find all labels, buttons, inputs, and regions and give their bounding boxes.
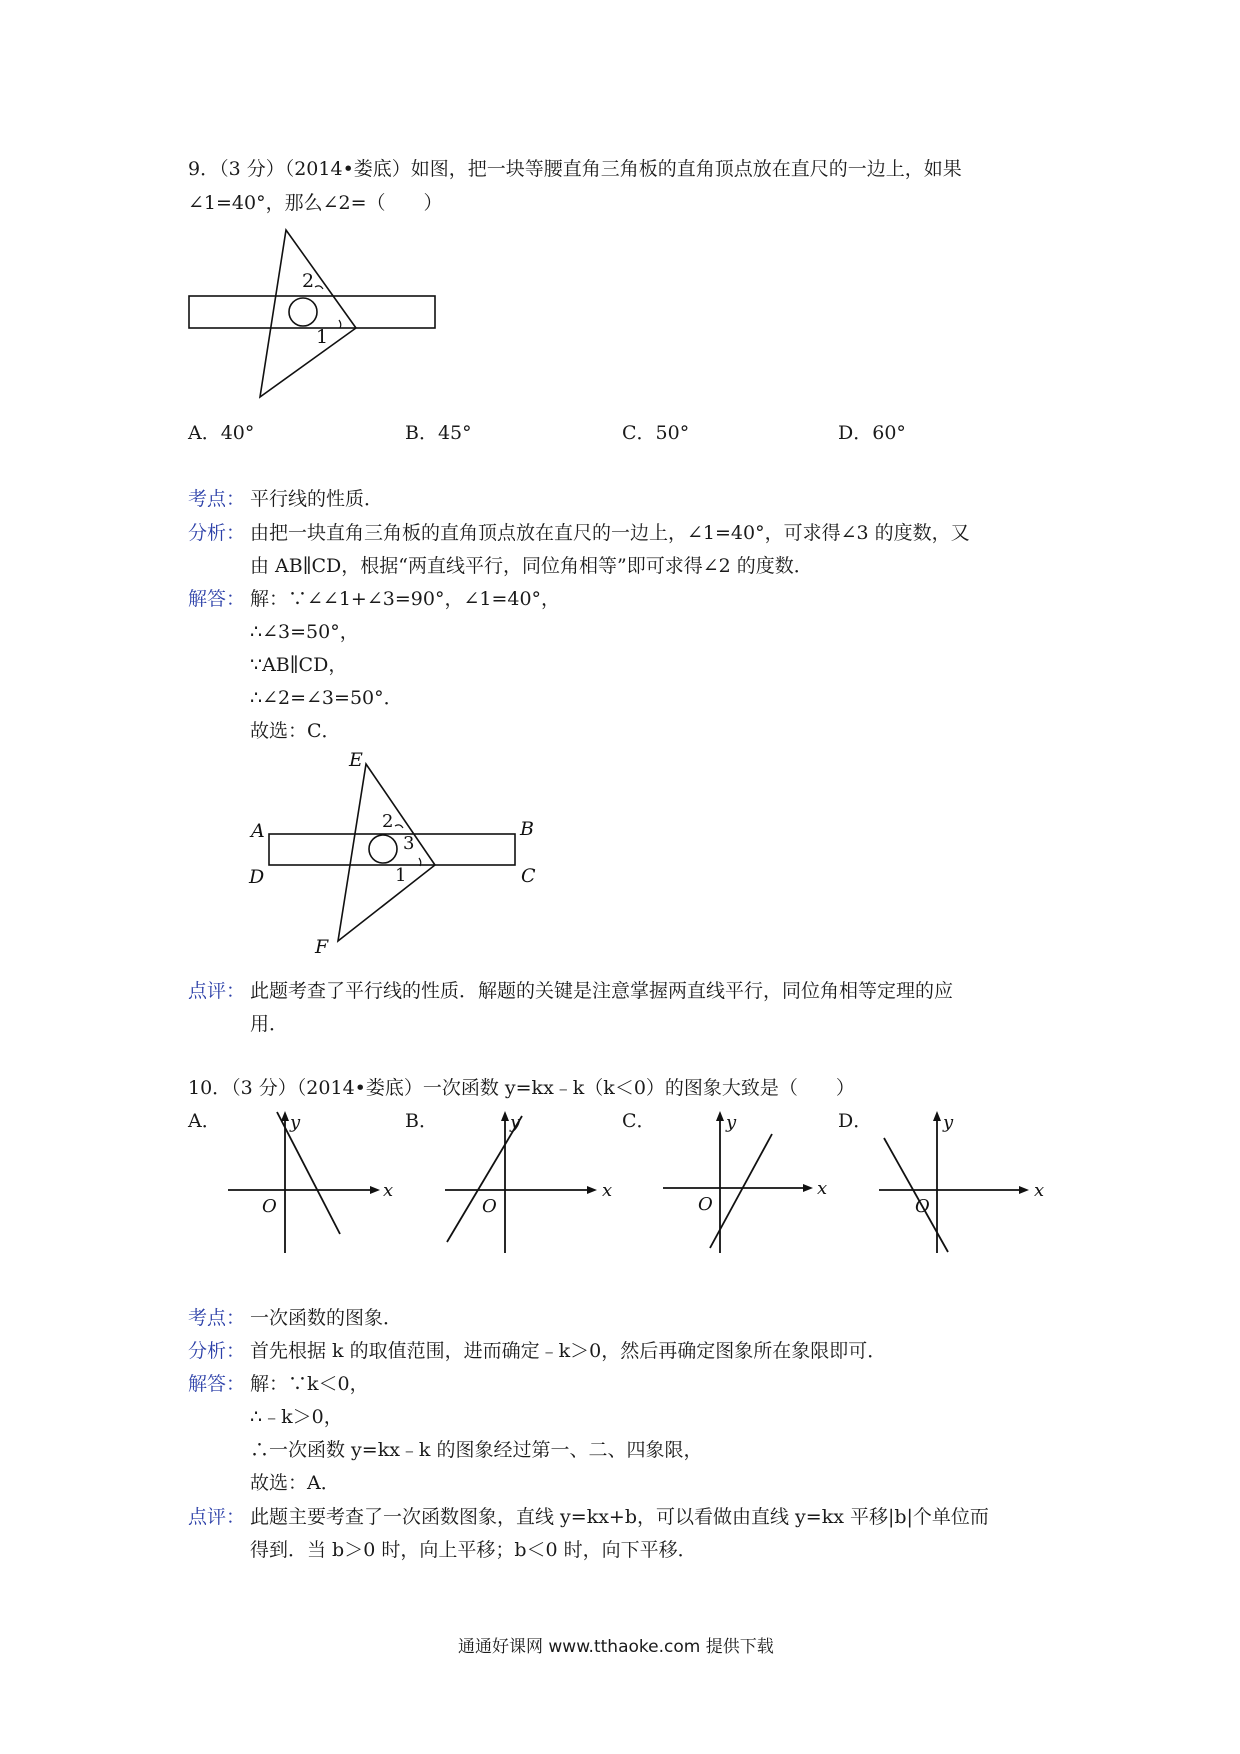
origin-label: O bbox=[698, 1194, 713, 1215]
point-a-label: A bbox=[251, 820, 265, 842]
angle-3-label-fig2: 3 bbox=[403, 833, 415, 854]
x-axis-label: x bbox=[1034, 1180, 1045, 1201]
graph-a-line bbox=[277, 1112, 340, 1234]
graph-b-line bbox=[447, 1116, 522, 1242]
q10-fenxi: 首先根据 k 的取值范围，进而确定﹣k＞0，然后再确定图象所在象限即可． bbox=[250, 1340, 887, 1362]
angle-2-label-fig2: 2 bbox=[382, 811, 394, 832]
angle-1-label-fig2: 1 bbox=[395, 865, 407, 886]
q9-fenxi-line2: 由 AB∥CD，根据“两直线平行，同位角相等”即可求得∠2 的度数． bbox=[250, 555, 813, 577]
q9-dianping-label: 点评： bbox=[188, 980, 246, 1002]
q10-option-a[interactable]: A． bbox=[188, 1110, 221, 1132]
q10-jieda-line2: ∴﹣k＞0， bbox=[250, 1406, 343, 1428]
q9-option-c[interactable]: C．50° bbox=[622, 422, 690, 444]
q10-dianping-line1: 此题主要考查了一次函数图象，直线 y=kx+b，可以看做由直线 y=kx 平移|b|个单位而 bbox=[250, 1506, 989, 1528]
q10-stem: 10．（3 分）（2014•娄底）一次函数 y=kx﹣k（k＜0）的图象大致是（ ） bbox=[188, 1077, 855, 1099]
y-axis-label: y bbox=[726, 1112, 737, 1133]
origin-label: O bbox=[915, 1196, 930, 1217]
q9-stem-line2: ∠1=40°，那么∠2=（ ） bbox=[188, 192, 443, 214]
page-footer: 通通好课网 www.tthaoke.com 提供下载 bbox=[458, 1637, 774, 1657]
q9-fenxi-label: 分析： bbox=[188, 522, 246, 544]
q9-kaodian: 平行线的性质． bbox=[250, 488, 384, 510]
origin-label: O bbox=[482, 1196, 497, 1217]
q10-option-b[interactable]: B． bbox=[405, 1110, 438, 1132]
q10-graph-b bbox=[442, 1108, 622, 1258]
graph-d-line bbox=[884, 1138, 948, 1252]
q10-graph-d bbox=[876, 1108, 1056, 1258]
q9-kaodian-label: 考点： bbox=[188, 488, 246, 510]
plate-hole bbox=[289, 298, 317, 326]
q10-option-d[interactable]: D． bbox=[838, 1110, 873, 1132]
q10-jieda-line1: 解：∵k＜0， bbox=[250, 1373, 369, 1395]
q10-jieda-line3: ∴一次函数 y=kx﹣k 的图象经过第一、二、四象限， bbox=[250, 1439, 703, 1461]
x-axis-label: x bbox=[602, 1180, 613, 1201]
x-axis-label: x bbox=[383, 1180, 394, 1201]
q9-dianping-line2: 用． bbox=[250, 1013, 289, 1035]
q9-jieda-line1: 解：∵∠∠1+∠3=90°，∠1=40°， bbox=[250, 588, 561, 610]
origin-label: O bbox=[262, 1196, 277, 1217]
plate-hole-2 bbox=[369, 835, 397, 863]
q9-option-a[interactable]: A．40° bbox=[188, 422, 255, 444]
x-axis-label: x bbox=[817, 1178, 828, 1199]
q10-dianping-line2: 得到．当 b＞0 时，向上平移；b＜0 时，向下平移． bbox=[250, 1539, 697, 1561]
triangle-plate bbox=[260, 230, 356, 397]
point-d-label: D bbox=[249, 866, 265, 888]
q10-graph-a bbox=[225, 1108, 405, 1258]
q9-option-d[interactable]: D．60° bbox=[838, 422, 906, 444]
q9-option-b[interactable]: B．45° bbox=[405, 422, 472, 444]
q10-kaodian-label: 考点： bbox=[188, 1307, 246, 1329]
y-axis-label: y bbox=[943, 1112, 954, 1133]
q10-jieda-label: 解答： bbox=[188, 1373, 246, 1395]
y-axis-label: y bbox=[290, 1112, 301, 1133]
q10-kaodian: 一次函数的图象． bbox=[250, 1307, 403, 1329]
q9-jieda-line5: 故选：C． bbox=[250, 720, 341, 742]
point-b-label: B bbox=[520, 818, 534, 840]
q9-fenxi-line1: 由把一块直角三角板的直角顶点放在直尺的一边上，∠1=40°，可求得∠3 的度数，又 bbox=[250, 522, 970, 544]
point-e-label: E bbox=[349, 749, 363, 771]
q10-fenxi-label: 分析： bbox=[188, 1340, 246, 1362]
angle-1-label: 1 bbox=[316, 326, 329, 348]
q10-dianping-label: 点评： bbox=[188, 1506, 246, 1528]
q9-jieda-label: 解答： bbox=[188, 588, 246, 610]
q9-jieda-line2: ∴∠3=50°， bbox=[250, 621, 359, 643]
point-c-label: C bbox=[521, 865, 536, 887]
angle-2-label: 2 bbox=[302, 270, 315, 292]
q10-graph-c bbox=[660, 1108, 840, 1258]
q9-jieda-line4: ∴∠2=∠3=50°． bbox=[250, 687, 403, 709]
q9-jieda-line3: ∵AB∥CD， bbox=[250, 654, 348, 676]
point-f-label: F bbox=[315, 936, 329, 958]
q9-stem-line1: 9．（3 分）（2014•娄底）如图，把一块等腰直角三角板的直角顶点放在直尺的一边上，如果 bbox=[188, 158, 962, 180]
q10-option-c[interactable]: C． bbox=[622, 1110, 656, 1132]
q9-solution-figure bbox=[245, 748, 545, 963]
y-axis-label: y bbox=[510, 1112, 521, 1133]
triangle-efc bbox=[338, 764, 435, 941]
q9-figure bbox=[185, 225, 445, 405]
q9-dianping-line1: 此题考查了平行线的性质．解题的关键是注意掌握两直线平行，同位角相等定理的应 bbox=[250, 980, 954, 1002]
q10-jieda-line4: 故选：A． bbox=[250, 1472, 340, 1494]
